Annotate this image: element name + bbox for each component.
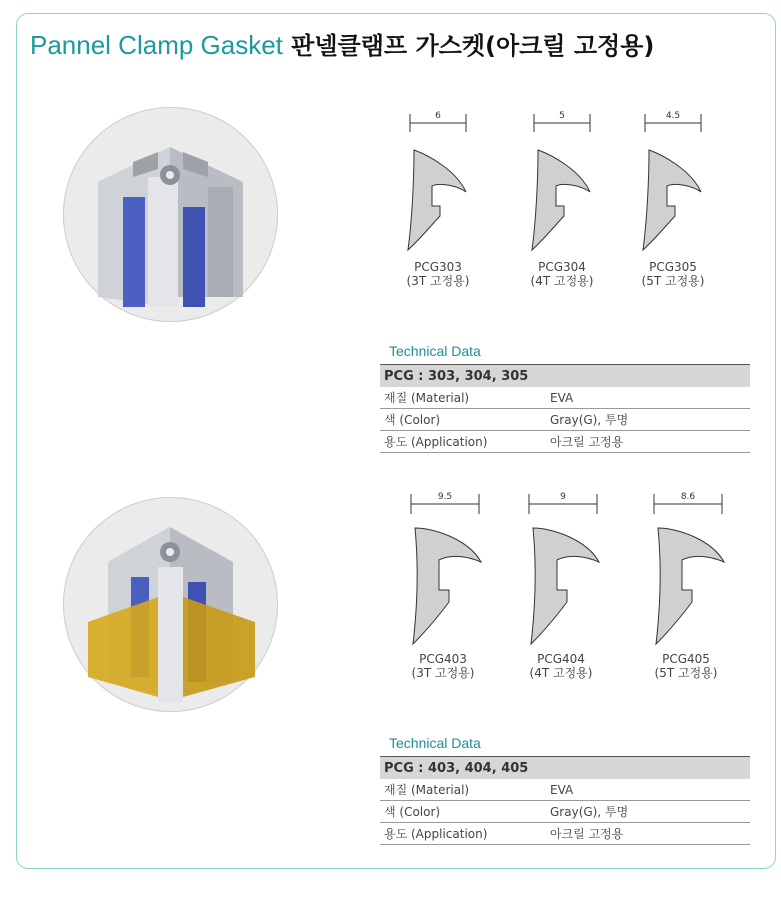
- profile-photo-blue-gasket: [63, 107, 278, 322]
- profile-item: [388, 110, 488, 288]
- table-row: [380, 801, 750, 823]
- profile-name: PCG305: [649, 260, 697, 274]
- table-row: [380, 409, 750, 431]
- width-dimension: 6: [435, 111, 441, 121]
- profile-item: [511, 490, 611, 680]
- width-dimension: 9.5: [437, 492, 453, 502]
- gasket-profile-drawing: [393, 490, 493, 652]
- table-row: [380, 779, 750, 801]
- profile-item: [636, 490, 736, 680]
- profile-name: PCG404: [537, 652, 585, 666]
- row-label: 색 (Color): [380, 801, 550, 823]
- tech-data-title: Technical Data: [389, 343, 481, 359]
- width-dimension: 8.6: [680, 492, 696, 502]
- gasket-profile-drawing: [636, 490, 736, 652]
- width-dimension: 9: [560, 492, 566, 502]
- profile-item: [393, 490, 493, 680]
- row-value: 아크릴 고정용: [550, 431, 750, 453]
- row-label: 재질 (Material): [380, 779, 550, 801]
- width-dimension: 4.5: [665, 111, 681, 121]
- profile-note: (4T 고정용): [530, 274, 594, 288]
- profile-note: (3T 고정용): [411, 666, 475, 680]
- gasket-profile-drawing: [512, 110, 612, 260]
- table-row: [380, 387, 750, 409]
- row-label: 색 (Color): [380, 409, 550, 431]
- table-row: [380, 823, 750, 845]
- profile-note: (5T 고정용): [641, 274, 705, 288]
- row-value: EVA: [550, 779, 750, 801]
- profile-name: PCG304: [538, 260, 586, 274]
- tech-data-table: [380, 756, 750, 845]
- profile-name: PCG405: [662, 652, 710, 666]
- profile-name: PCG303: [414, 260, 462, 274]
- profile-photo-acrylic-panel: [63, 497, 278, 712]
- profile-item: [512, 110, 612, 288]
- gasket-profile-drawing: [511, 490, 611, 652]
- profile-name: PCG403: [419, 652, 467, 666]
- row-value: 아크릴 고정용: [550, 823, 750, 845]
- page-title: [30, 26, 654, 61]
- profile-item: [623, 110, 723, 288]
- title-english: Pannel Clamp Gasket: [30, 30, 283, 60]
- row-label: 재질 (Material): [380, 387, 550, 409]
- tech-data-table: [380, 364, 750, 453]
- width-dimension: 5: [559, 111, 565, 121]
- row-label: 용도 (Application): [380, 823, 550, 845]
- row-value: Gray(G), 투명: [550, 409, 750, 431]
- row-value: Gray(G), 투명: [550, 801, 750, 823]
- profile-note: (3T 고정용): [406, 274, 470, 288]
- row-label: 용도 (Application): [380, 431, 550, 453]
- gasket-profile-drawing: [388, 110, 488, 260]
- tech-data-title: Technical Data: [389, 735, 481, 751]
- gasket-profile-drawing: [623, 110, 723, 260]
- table-header: PCG : 403, 404, 405: [380, 757, 750, 780]
- title-korean: 판넬클램프 가스켓(아크릴 고정용): [291, 32, 655, 60]
- profile-note: (5T 고정용): [654, 666, 718, 680]
- row-value: EVA: [550, 387, 750, 409]
- table-header: PCG : 303, 304, 305: [380, 365, 750, 388]
- profile-note: (4T 고정용): [529, 666, 593, 680]
- table-row: [380, 431, 750, 453]
